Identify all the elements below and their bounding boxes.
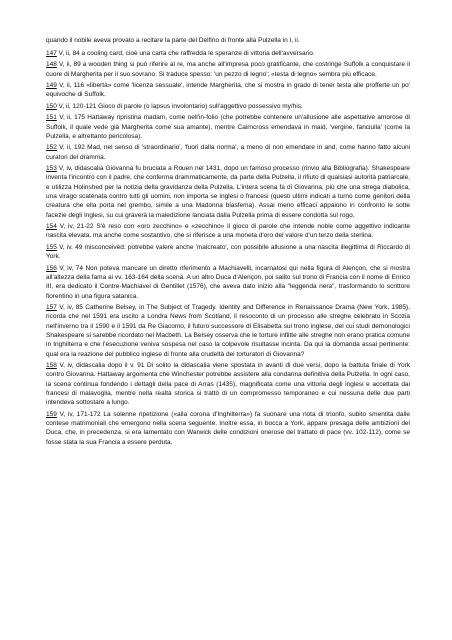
endnote-152	[46, 143, 410, 162]
endnote-text: V, ii, 120-121 Gioco di parole (o lapsus involontario) sull'aggettivo possessivo my/his.	[58, 102, 303, 110]
endnote-number-link[interactable]: 158	[46, 362, 57, 370]
endnote-155	[46, 243, 410, 262]
endnote-number-link[interactable]: 151	[46, 114, 57, 122]
endnote-number-link[interactable]: 147	[46, 49, 57, 57]
endnote-text: V, iv, 49 misconceivèd: potrebbe valere anche 'malcreato', con possibile allusione a una nascita illegittima di Riccardo di York.	[46, 243, 410, 261]
endnote-157	[46, 303, 410, 359]
endnote-text: V, iv, didascalia dopo il v. 91 Di solito la didascalia viene spostata in avanti di due versi, dopo la battuta finale di York contro Giovanna. Hattaway argomenta che Winchester potrebbe assistere alla condanna definitiva della Pulzella. In ogni caso, la scena continua fondendo i dettagli della pace di Arras (1435), magnificata come una vittoria degli inglesi e accettata dai francesi di malavoglia, mentre nella realtà storica si trattò di un compromesso temporaneo e cui nessuna delle due parti intendeva sottostare a lungo.	[46, 362, 411, 407]
endnote-number-link[interactable]: 154	[46, 223, 57, 231]
endnote-number-link[interactable]: 159	[46, 410, 57, 418]
endnote-text: V, iv, 74 Non poteva mancare un diretto riferimento a Machiavelli, incarnatosi qui nella figura di Alençon, che si mostra all'altezza della fama ai vv. 163-164 della scena. A un altro Duca d'Alençon, poi salito sul trono di Francia con il nome di Enrico III, era dedicato il Contre-Machiavel di Gentillet (1576), che aveva dato inizio alla "leggenda nera", trasformando lo scrittore fiorentino in una figura satanica.	[46, 264, 410, 300]
endnotes-body	[46, 36, 410, 449]
endnote-number-link[interactable]: 153	[46, 165, 57, 173]
endnote-148	[46, 60, 410, 79]
endnote-number-link[interactable]: 155	[46, 243, 57, 251]
endnote-147	[46, 49, 410, 58]
endnote-text: V, ii, 116 «libertà» come 'licenza sessuale', intende Margherita, che si mostra in grado di tener testa alle profferte un po' equivoche di Suffolk.	[46, 82, 410, 99]
endnote-number-link[interactable]: 150	[46, 102, 57, 110]
endnote-text: V, iv, 85 Catherine Belsey, in The Subject of Tragedy. Identity and Difference in Renaissance Drama (New York, 1985), ricorda che nel 1591 era uscito a Londra News from Scotland, il resoconto di un processo alle streghe celebrato in Scozia nell'inverno tra il 1590 e il 1591 da Re Giacomo, il futuro successore di Elisabetta sul trono inglese, del cui studi demonologici Shakespeare si sarebbe ricordato nel Macbeth. La Belsey osserva che le torture inflitte alle streghe non erano pratica comune in Inghilterra e che l'esecuzione veniva sospesa nel caso la colpevole risultasse incinta. Da qui la domanda assai pertinente: qual era la reazione del pubblico inglese di fronte alla crudeltà dei torturatori di Giovanna?	[46, 304, 411, 358]
endnote-149	[46, 81, 410, 100]
endnote-153	[46, 164, 410, 220]
continued-note-text: quando il nobile aveva provato a recitare la parte del Delfino di fronte alla Pulzella in I, ii.	[46, 37, 300, 44]
endnote-text: V, ii, 175 Hattaway ripristina madam, come nell'in-folio (che potrebbe contenere un'allusione alle aspettative amorose di Suffolk, il quale vede già Margherita come sua amante), mentre Cairncross emendava in maid, 'vergine, fanciulla' (come la Pulzella, e altrettanto pericolosa).	[46, 114, 410, 140]
endnote-number-link[interactable]: 149	[46, 82, 57, 90]
endnote-text: V, iv, 21-22 S'è reso con «oro zecchino» e «zecchino» il gioco di parole che intende noble come aggettivo indicante nascita elevata, ma anche come sostantivo, che si riferisce a una moneta d'oro del valore d'un terzo della sterlina.	[46, 223, 411, 240]
endnotes-list	[46, 49, 410, 447]
endnote-number-link[interactable]: 148	[46, 61, 57, 69]
endnote-text: V, iv, didascalia Giovanna fu bruciata a Rouen nel 1431, dopo un famoso processo (rinvio alla Bibliografia). Shakespeare inventa l'incontro con il padre, che conferma drammaticamente, da parte della Pulzella, il rifiuto di qualsiasi autorità patriarcale, e utilizza Holinshed per la notizia della gravidanza della Pulzella. L'intera scena fa di Giovanna, più che una strega diabolica, una virago scatenata contro tutti gli uomini, non importa se inglesi o francesi (questi ultimi indicati a turno come genitori della creatura che ella porta nel grembo, simile a una Madonna blasfema). Assai meno efficaci appaiono in confronto le sotte facezie degli Inglesi, su cui graverà la maledizione lanciata dalla Pulzella prima di essere condotta sul rogo.	[46, 165, 410, 219]
endnote-159	[46, 410, 410, 447]
endnote-text: V, ii, 89 a wooden thing si può riferire al re, ma anche all'impresa poco gratificante, che costringe Suffolk a conquistare il cuore di Margherita per il suo sovrano. Si traduce spesso: 'un pezzo di legno'; «testa di legno» sembra più efficace.	[46, 61, 410, 78]
endnote-text: V, iv, 171-172 La solenne ripetizione («alla corona d'Inghilterra») fa suonare una nota di trionfo, subito smentita dalle contese matrimoniali che emergono nella scena seguente. Inoltre essa, in bocca a York, appare presaga delle ambizioni del Duca, che, in precedenza, si era lamentato con Warwick delle condizioni onerose del trattato di pace (vv. 102-112), come se fosse stata la sua Francia a essere perduta.	[46, 410, 410, 446]
endnote-158	[46, 361, 410, 407]
endnote-number-link[interactable]: 157	[46, 304, 57, 312]
endnote-156	[46, 264, 410, 301]
endnote-150	[46, 102, 410, 111]
endnote-text: V, ii, 192 Mad, nel senso di 'straordinario', 'fuori dalla norma', a meno di non emendare in and, come hanno fatto alcuni curatori del dramma.	[46, 144, 410, 161]
endnote-number-link[interactable]: 156	[46, 264, 57, 272]
endnote-text: V, ii, 84 a cooling card, cioè una carta che raffredda le speranze di vittoria dell'avversario.	[58, 49, 315, 57]
endnote-number-link[interactable]: 152	[46, 144, 57, 152]
endnote-154	[46, 222, 410, 241]
endnote-151	[46, 113, 410, 141]
